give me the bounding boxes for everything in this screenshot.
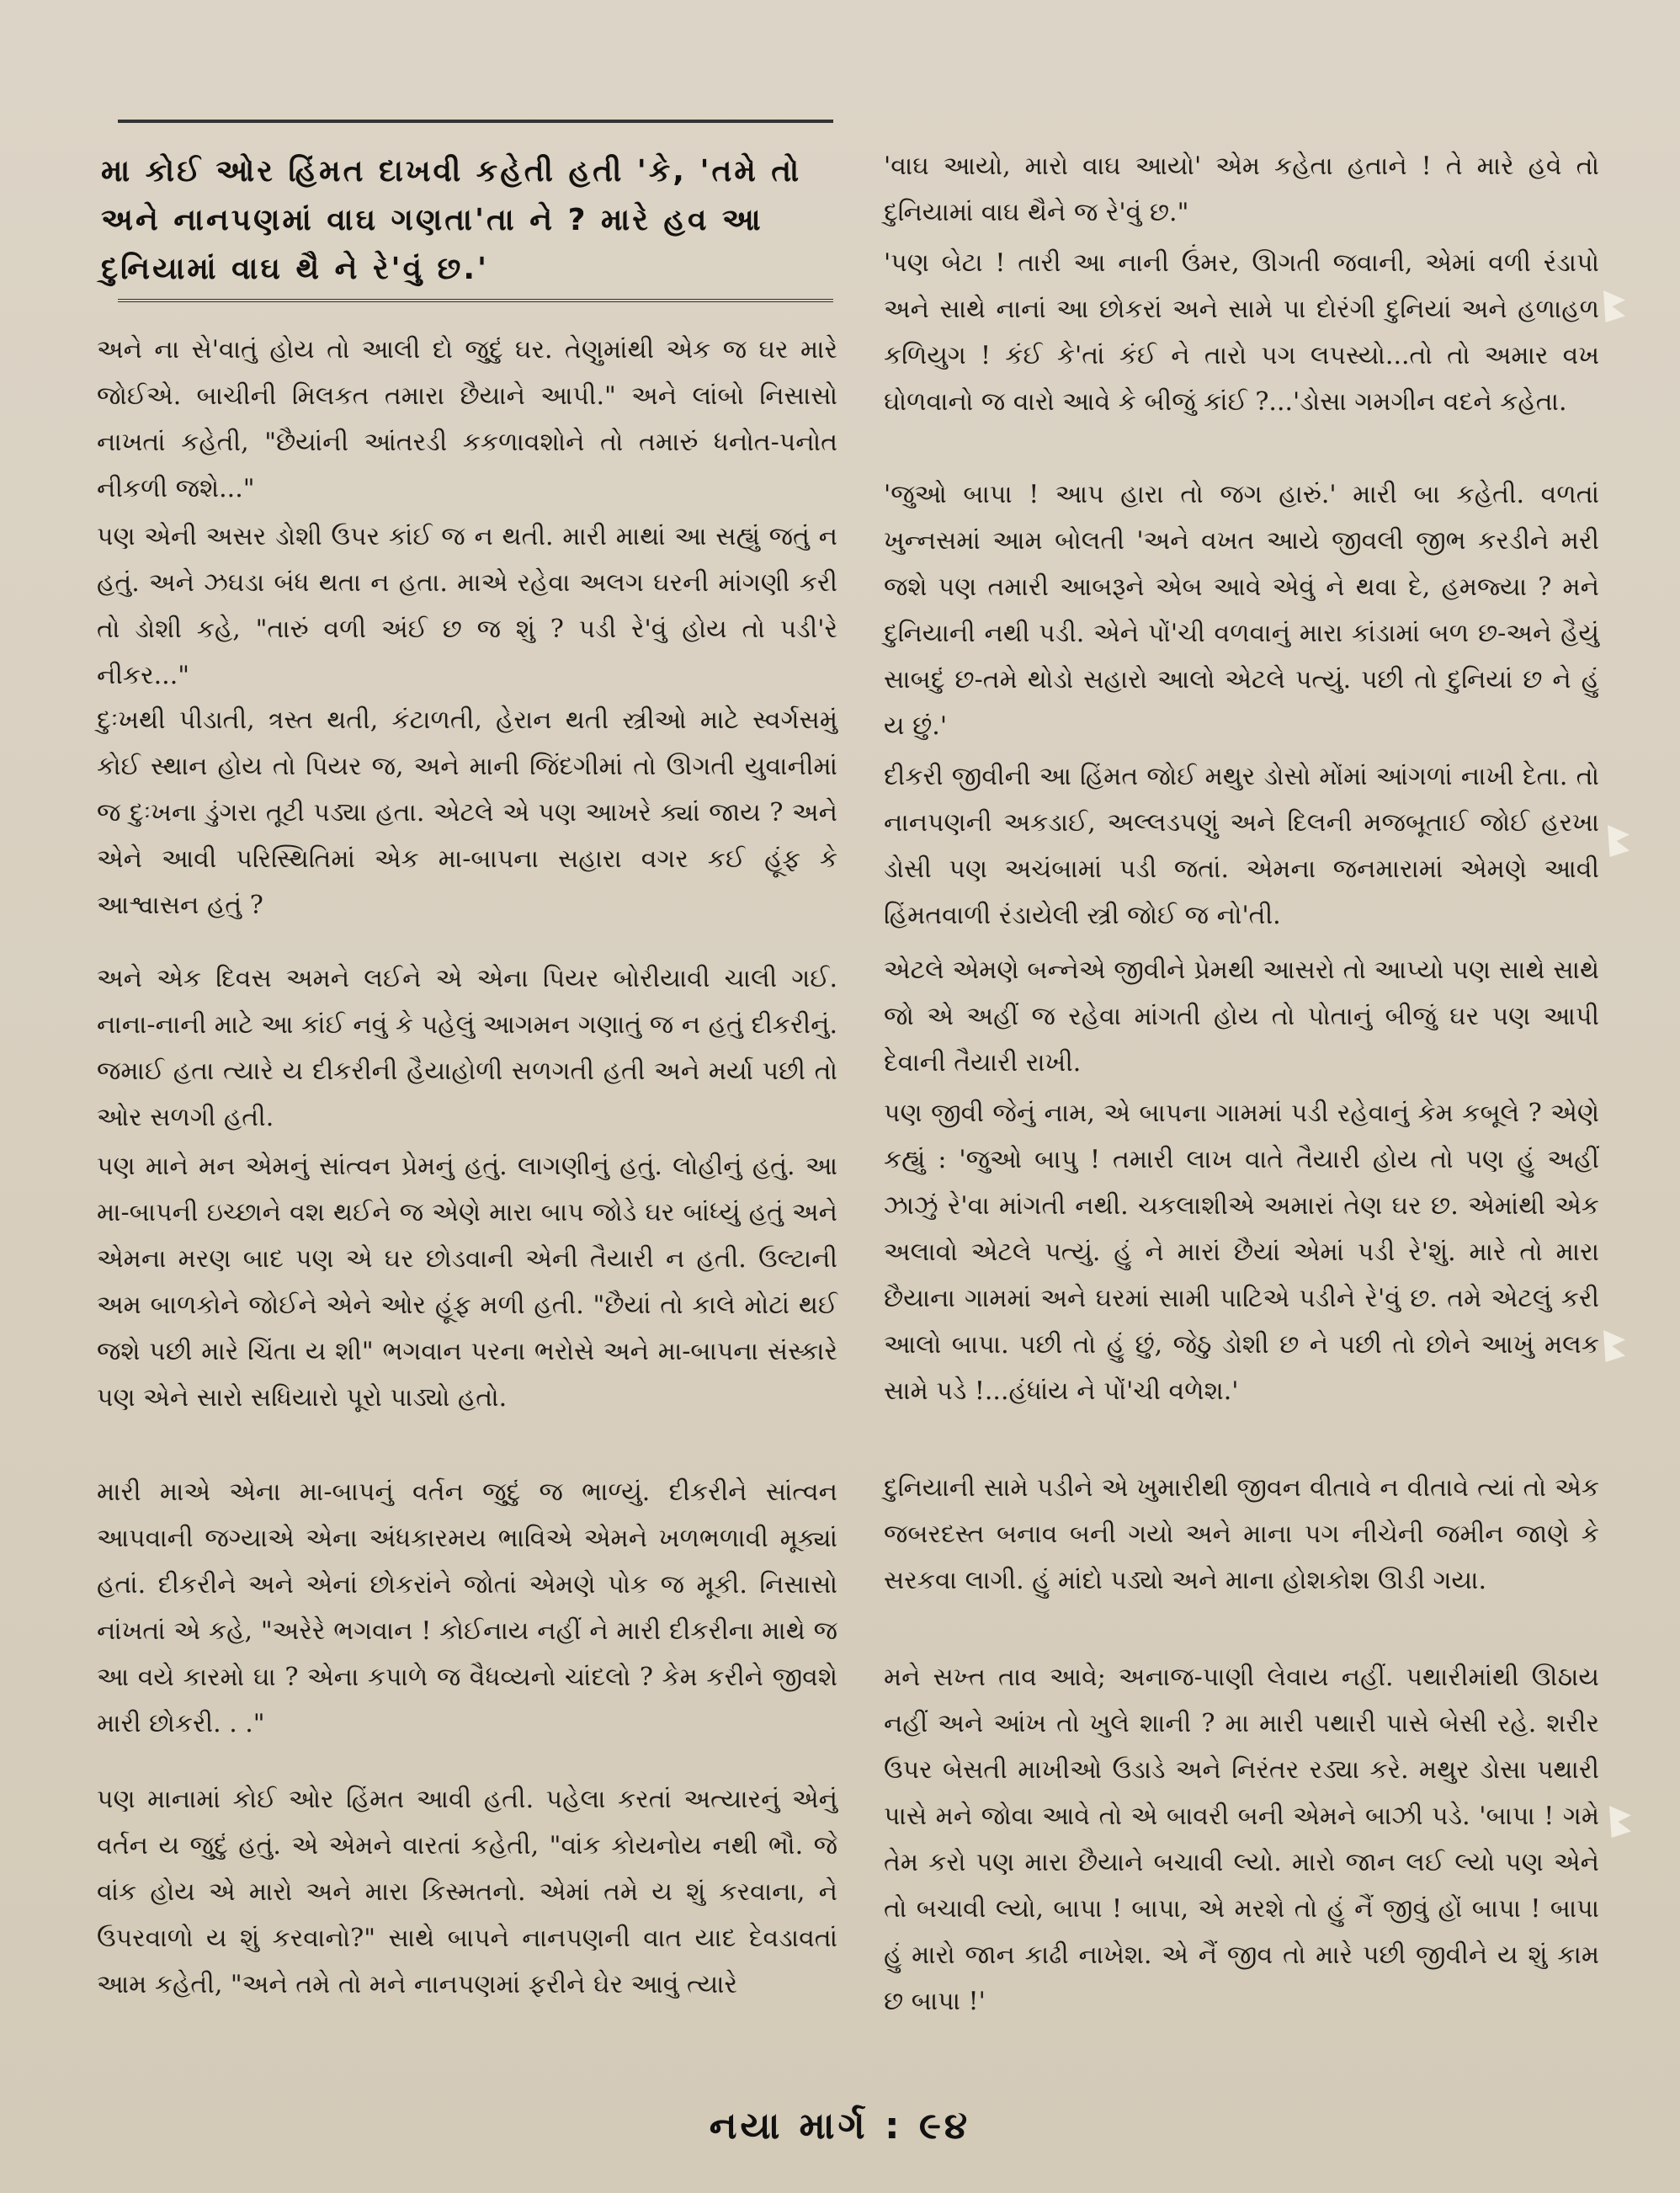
right-paragraph-8: મને સખ્ત તાવ આવે; અનાજ-પાણી લેવાય નહીં. પથારીમાંથી ઊઠાય નહીં અને આંખ તો ખુલે શાની ? મા મારી પથારી પાસે બેસી રહે. શરીર ઉપર બેસતી માખીઓ ઉડાડે અને નિરંતર રડ્યા કરે. મથુર ડોસા પથારી પાસે મને જોવા આવે તો એ બાવરી બની એમને બાઝી પડે. 'બાપા ! ગમે તેમ કરો પણ મારા છૈયાને બચાવી લ્યો. મારો જાન લઈ લ્યો પણ એને તો બચાવી લ્યો, બાપા ! બાપા, એ મરશે તો હું નૈં જીવું હોં બાપા ! બાપા હું મારો જાન કાઢી નાખેશ. એ નૈં જીવ તો મારે પછી જીવીને ય શું કામ છ બાપા !' xyxy=(884,1663,1599,2016)
paper-tear-mark xyxy=(1609,1806,1631,1838)
pull-quote-top-rule xyxy=(118,120,833,123)
paper-tear-mark xyxy=(1603,1330,1625,1362)
page-footer: નયા માર્ગ : ૯૪ xyxy=(709,2105,971,2148)
left-paragraph-1: અને ના સે'વાતું હોય તો આલી દો જુદું ઘર. તેણુમાંથી એક જ ઘર મારે જોઈએ. બાચીની મિલકત તમારા છૈયાને આપી." અને લાંબો નિસાસો નાખતાં કહેતી, "છૈયાંની આંતરડી કકળાવશોને તો તમારું ધનોત-પનોત નીકળી જશે..." xyxy=(97,335,837,503)
right-paragraph-7: દુનિયાની સામે પડીને એ ખુમારીથી જીવન વીતાવે ન વીતાવે ત્યાં તો એક જબરદસ્ત બનાવ બની ગયો અને માના પગ નીચેની જમીન જાણે કે સરકવા લાગી. હું માંદો પડ્યો અને માના હોશકોશ ઊડી ગયા. xyxy=(884,1473,1599,1595)
left-paragraph-7: પણ માનામાં કોઈ ઓર હિંમત આવી હતી. પહેલા કરતાં અત્યારનું એનું વર્તન ય જુદું હતું. એ એમને વારતાં કહેતી, "વાંક કોયનોય નથી ભૌ. જે વાંક હોય એ મારો અને મારા કિસ્મતનો. એમાં તમે ય શું કરવાના, ને ઉપરવાળો ય શું કરવાનો?" સાથે બાપને નાનપણની વાત યાદ દેવડાવતાં આમ કહેતી, "અને તમે તો મને નાનપણમાં ફરીને ઘેર આવું ત્યારે xyxy=(97,1785,837,1999)
left-paragraph-2: પણ એની અસર ડોશી ઉપર કાંઈ જ ન થતી. મારી માથાં આ સહ્યું જતું ન હતું. અને ઝઘડા બંધ થતા ન હતા. માએ રહેવા અલગ ઘરની માંગણી કરી તો ડોશી કહે, "તારું વળી અંઈ છ જ શું ? પડી રે'વું હોય તો પડી'રે નીકર..." xyxy=(97,522,837,690)
right-paragraph-5: એટલે એમણે બન્નેએ જીવીને પ્રેમથી આસરો તો આપ્યો પણ સાથે સાથે જો એ અહીં જ રહેવા માંગતી હોય તો પોતાનું બીજું ઘર પણ આપી દેવાની તૈયારી રાખી. xyxy=(884,955,1599,1078)
right-paragraph-1: 'વાઘ આયો, મારો વાઘ આયો' એમ કહેતા હતાને ! તે મારે હવે તો દુનિયામાં વાઘ થૈને જ રે'વું છ." xyxy=(884,152,1599,227)
left-paragraph-3: દુઃખથી પીડાતી, ત્રસ્ત થતી, કંટાળતી, હેરાન થતી સ્ત્રીઓ માટે સ્વર્ગસમું કોઈ સ્થાન હોય તો પિયર જ, અને માની જિંદગીમાં તો ઊગતી યુવાનીમાં જ દુઃખના ડુંગરા તૂટી પડ્યા હતા. એટલે એ પણ આખરે ક્યાં જાય ? અને એને આવી પરિસ્થિતિમાં એક મા-બાપના સહારા વગર કઈ હૂંફ કે આશ્વાસન હતું ? xyxy=(97,705,837,920)
paper-tear-mark xyxy=(1603,290,1625,322)
pull-quote-bottom-rule xyxy=(118,299,833,302)
right-paragraph-6: પણ જીવી જેનું નામ, એ બાપના ગામમાં પડી રહેવાનું કેમ કબૂલે ? એણે કહ્યું : 'જુઓ બાપુ ! તમારી લાખ વાતે તૈયારી હોય તો પણ હું અહીં ઝાઝું રે'વા માંગતી નથી. ચકલાશીએ અમારાં તેણ ઘર છ. એમાંથી એક અલાવો એટલે પત્યું. હું ને મારાં છૈયાં એમાં પડી રે'શું. મારે તો મારા છૈયાના ગામમાં અને ઘરમાં સામી પાટિએ પડીને રે'વું છ. તમે એટલું કરી આલો બાપા. પછી તો હું છું, જેઠુ ડોશી છ ને પછી તો છોને આખું મલક સામે પડે !...હંધાંય ને પોં'ચી વળેશ.' xyxy=(884,1099,1599,1406)
left-paragraph-5: પણ માને મન એમનું સાંત્વન પ્રેમનું હતું. લાગણીનું હતું. લોહીનું હતું. આ મા-બાપની ઇચ્છાને વશ થઈને જ એણે મારા બાપ જોડે ઘર બાંધ્યું હતું અને એમના મરણ બાદ પણ એ ઘર છોડવાની એની તૈયારી ન હતી. ઉલ્ટાની અમ બાળકોને જોઈને એને ઓર હૂંફ મળી હતી. "છૈયાં તો કાલે મોટાં થઈ જશે પછી મારે ચિંતા ય શી" ભગવાન પરના ભરોસે અને મા-બાપના સંસ્કારે પણ એને સારો સધિયારો પૂરો પાડ્યો હતો. xyxy=(97,1152,837,1413)
paper-tear-mark xyxy=(1608,825,1629,857)
left-paragraph-6: મારી માએ એના મા-બાપનું વર્તન જુદું જ ભાળ્યું. દીકરીને સાંત્વન આપવાની જગ્યાએ એના અંધકારમય ભાવિએ એમને ખળભળાવી મૂક્યાં હતાં. દીકરીને અને એનાં છોકરાંને જોતાં એમણે પોક જ મૂકી. નિસાસો નાંખતાં એ કહે, "અરેરે ભગવાન ! કોઈનાય નહીં ને મારી દીકરીના માથે જ આ વયે કારમો ઘા ? એના કપાળે જ વૈધવ્યનો ચાંદલો ? કેમ કરીને જીવશે મારી છોકરી. . ." xyxy=(97,1477,837,1738)
left-paragraph-4: અને એક દિવસ અમને લઈને એ એના પિયર બોરીયાવી ચાલી ગઈ. નાના-નાની માટે આ કાંઈ નવું કે પહેલું આગમન ગણાતું જ ન હતું દીકરીનું. જમાઈ હતા ત્યારે ય દીકરીની હૈયાહોળી સળગતી હતી અને મર્યા પછી તો ઓર સળગી હતી. xyxy=(97,964,837,1132)
pull-quote: મા કોઈ ઓર હિંમત દાખવી કહેતી હતી 'કે, 'તમે તો અને નાનપણમાં વાઘ ગણતા'તા ને ? મારે હવ આ દુનિયામાં વાઘ થૈ ને રે'વું છ.' xyxy=(101,154,802,286)
right-paragraph-4: દીકરી જીવીની આ હિંમત જોઈ મથુર ડોસો મોંમાં આંગળાં નાખી દેતા. તો નાનપણની અકડાઈ, અલ્લડપણું અને દિલની મજબૂતાઈ જોઈ હરખા ડોસી પણ અચંબામાં પડી જતાં. એમના જનમારામાં એમણે આવી હિંમતવાળી રંડાયેલી સ્ત્રી જોઈ જ નો'તી. xyxy=(884,762,1599,930)
right-paragraph-3: 'જુઓ બાપા ! આપ હારા તો જગ હારું.' મારી બા કહેતી. વળતાં ખુન્નસમાં આમ બોલતી 'અને વખત આયે જીવલી જીભ કરડીને મરી જશે પણ તમારી આબરૂને એબ આવે એવું ને થવા દે, હમજ્યા ? મને દુનિયાની નથી પડી. એને પોં'ચી વળવાનું મારા કાંડામાં બળ છ-અને હૈયું સાબદું છ-તમે થોડો સહારો આલો એટલે પત્યું. પછી તો દુનિયાં છ ને હું ય છું.' xyxy=(884,480,1599,741)
right-paragraph-2: 'પણ બેટા ! તારી આ નાની ઉંમર, ઊગતી જવાની, એમાં વળી રંડાપો અને સાથે નાનાં આ છોકરાં અને સામે પા દોરંગી દુનિયાં અને હળાહળ કળિયુગ ! કંઈ કે'તાં કંઈ ને તારો પગ લપસ્યો...તો તો અમાર વખ ઘોળવાનો જ વારો આવે કે બીજું કાંઈ ?...'ડોસા ગમગીન વદને કહેતા. xyxy=(884,248,1599,417)
